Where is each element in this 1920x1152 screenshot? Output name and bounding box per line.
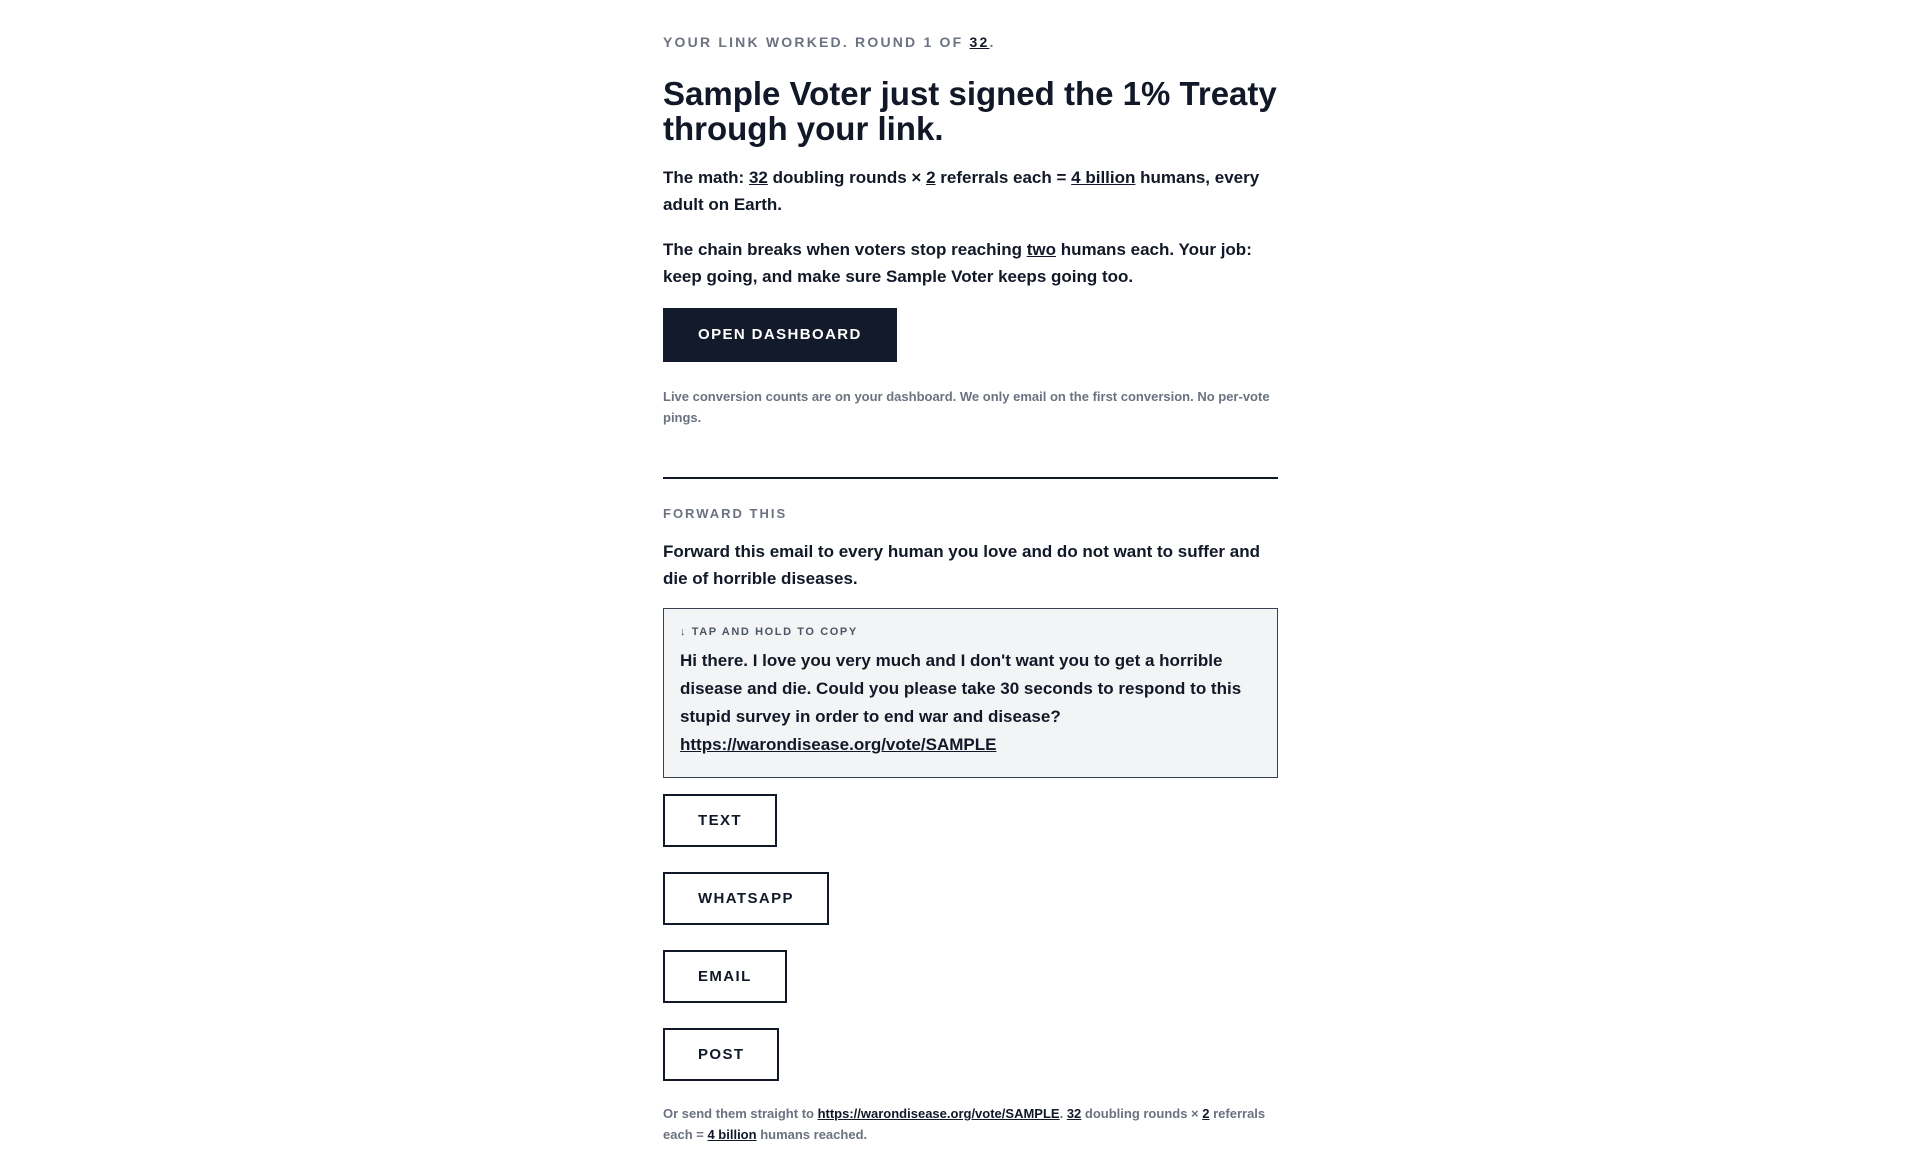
footer-prefix: Or send them straight to xyxy=(663,1106,818,1121)
dashboard-note: Live conversion counts are on your dashboard. We only email on the first conversion. No per-vote pings. xyxy=(663,389,1270,425)
copy-message-body: Hi there. I love you very much and I don't want you to get a horrible disease and die. Could you please take 30 seconds to respond to this stupid survey in order to end war and disease? xyxy=(680,651,1242,726)
footer-vote-link[interactable]: https://warondisease.org/vote/SAMPLE xyxy=(817,1106,1060,1121)
math-prefix: The math: xyxy=(663,168,749,187)
whatsapp-share-button[interactable]: WHATSAPP xyxy=(663,872,829,925)
page-title: Sample Voter just signed the 1% Treaty through your link. xyxy=(663,75,1277,147)
chain-prefix: The chain breaks when voters stop reaching xyxy=(663,240,1027,259)
open-dashboard-button[interactable]: OPEN DASHBOARD xyxy=(663,308,897,362)
email-content xyxy=(663,0,1278,1145)
footer-total-link[interactable]: 4 billion xyxy=(707,1127,757,1142)
rounds-link[interactable]: 32 xyxy=(969,34,990,50)
footer-mid1: doubling rounds × xyxy=(1081,1106,1203,1121)
section-divider xyxy=(663,477,1278,479)
post-share-button[interactable]: POST xyxy=(663,1028,779,1081)
round-eyebrow xyxy=(663,0,1278,50)
share-buttons xyxy=(663,794,1278,1081)
math-referrals-link[interactable]: 2 xyxy=(926,168,936,187)
math-mid2: referrals each = xyxy=(935,168,1072,187)
copy-message-box[interactable] xyxy=(663,608,1278,778)
eyebrow-suffix: . xyxy=(989,34,996,50)
math-paragraph xyxy=(663,164,1278,218)
math-total-link[interactable]: 4 billion xyxy=(1071,168,1136,187)
text-share-button[interactable]: TEXT xyxy=(663,794,777,847)
copy-message-text[interactable] xyxy=(680,647,1261,759)
eyebrow-prefix: YOUR LINK WORKED. ROUND 1 OF xyxy=(663,34,970,50)
math-rounds-link[interactable]: 32 xyxy=(748,168,768,187)
chain-suffix: humans each. Your job: keep going, and make sure Sample Voter keeps going too. xyxy=(663,240,1252,286)
forward-section-label: FORWARD THIS xyxy=(663,506,788,521)
footer-mid2: referrals each = xyxy=(663,1106,1266,1142)
math-suffix: humans, every adult on Earth. xyxy=(663,168,1260,214)
copy-label: ↓ TAP AND HOLD TO COPY xyxy=(680,626,858,638)
two-link[interactable]: two xyxy=(1026,240,1056,259)
footer-sep: . xyxy=(1059,1106,1067,1121)
vote-link[interactable]: https://warondisease.org/vote/SAMPLE xyxy=(680,735,997,754)
email-share-button[interactable]: EMAIL xyxy=(663,950,787,1003)
footer-suffix: humans reached. xyxy=(756,1127,868,1142)
footer-referrals-link[interactable]: 2 xyxy=(1202,1106,1210,1121)
chain-paragraph xyxy=(663,236,1278,290)
footer-note xyxy=(663,1103,1278,1145)
forward-intro: Forward this email to every human you love and do not want to suffer and die of horrible diseases. xyxy=(663,542,1260,588)
footer-rounds-link[interactable]: 32 xyxy=(1066,1106,1082,1121)
math-mid1: doubling rounds × xyxy=(767,168,927,187)
